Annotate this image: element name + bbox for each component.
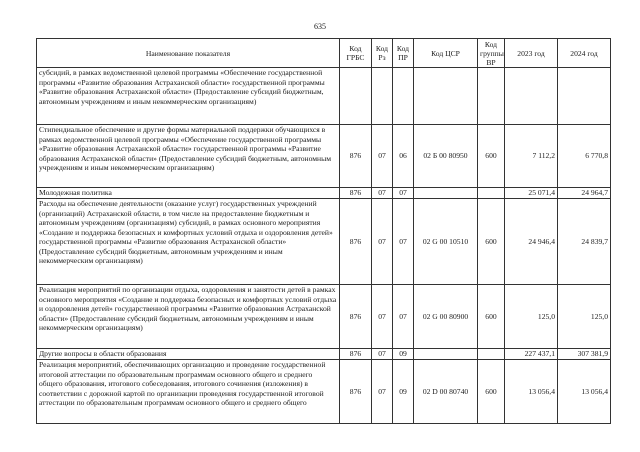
row-2024: 125,0: [558, 285, 611, 349]
row-vr: [478, 349, 505, 360]
table-row: [37, 125, 611, 188]
table-row: [37, 349, 611, 360]
row-rz: 07: [372, 360, 393, 424]
row-2023: 25 071,4: [505, 188, 558, 199]
row-rz: 07: [372, 199, 393, 285]
row-name: Молодежная политика: [37, 188, 340, 199]
row-pr: 07: [393, 285, 414, 349]
row-2023: [505, 68, 558, 125]
row-csr: 02 G 00 10510: [414, 199, 478, 285]
row-2023: 13 056,4: [505, 360, 558, 424]
row-pr: 07: [393, 199, 414, 285]
row-grbs: 876: [340, 360, 372, 424]
row-csr: [414, 68, 478, 125]
row-2023: 24 946,4: [505, 199, 558, 285]
row-csr: 02 G 00 80900: [414, 285, 478, 349]
row-name: Другие вопросы в области образования: [37, 349, 340, 360]
row-csr: [414, 188, 478, 199]
table-row: [37, 285, 611, 349]
row-2023: 7 112,2: [505, 125, 558, 188]
row-grbs: 876: [340, 285, 372, 349]
row-grbs: 876: [340, 199, 372, 285]
row-2024: [558, 68, 611, 125]
row-vr: 600: [478, 199, 505, 285]
table-row: [37, 360, 611, 424]
row-pr: 09: [393, 349, 414, 360]
row-rz: 07: [372, 349, 393, 360]
row-rz: 07: [372, 188, 393, 199]
row-rz: [372, 68, 393, 125]
row-pr: 07: [393, 188, 414, 199]
row-pr: [393, 68, 414, 125]
row-pr: 09: [393, 360, 414, 424]
row-grbs: 876: [340, 125, 372, 188]
header-2024: 2024 год: [558, 39, 611, 68]
row-vr: 600: [478, 125, 505, 188]
row-csr: 02 D 00 80740: [414, 360, 478, 424]
row-csr: [414, 349, 478, 360]
table-row: [37, 68, 611, 125]
budget-table: [36, 38, 611, 424]
row-name: Расходы на обеспечение деятельности (оказание услуг) государственных учреждений (организаций) Астраханской области, в том числе на предоставление бюджетным и автономным учреждениям (организациям) субсидий, в рамках основного мероприятия «Создание и поддержка безопасных и комфортных условий отдыха и оздоровления детей» государственной программы «Развитие образования Астраханской области» (Предоставление субсидий бюджетным, автономным учреждениям и иным некоммерческим организациям): [37, 199, 340, 285]
row-pr: 06: [393, 125, 414, 188]
page-number: 635: [314, 22, 326, 31]
row-grbs: 876: [340, 188, 372, 199]
header-rz: Код Рз: [372, 39, 393, 68]
header-pr: Код ПР: [393, 39, 414, 68]
row-name: субсидий, в рамках ведомственной целевой программы «Обеспечение государственной программы «Развитие образования Астраханской области» государственной программы «Развитие образования Астраханской области» (Предоставление субсидий бюджетным, автономным учреждениям и иным некоммерческим организациям): [37, 68, 340, 125]
row-grbs: [340, 68, 372, 125]
row-2024: 24 964,7: [558, 188, 611, 199]
row-2023: 125,0: [505, 285, 558, 349]
row-grbs: 876: [340, 349, 372, 360]
header-grbs: Код ГРБС: [340, 39, 372, 68]
row-2024: 6 770,8: [558, 125, 611, 188]
row-name: Стипендиальное обеспечение и другие формы материальной поддержки обучающихся в рамках ведомственной целевой программы «Обеспечение государственной программы «Развитие образования Астраханской области» государственной программы «Развитие образования Астраханской области» (Предоставление субсидий бюджетным, автономным учреждениям и иным некоммерческим организациям): [37, 125, 340, 188]
header-name: Наименование показателя: [37, 39, 340, 68]
header-vr: Код группы ВР: [478, 39, 505, 68]
row-2023: 227 437,1: [505, 349, 558, 360]
row-name: Реализация мероприятий, обеспечивающих организацию и проведение государственной итоговой аттестации по образовательным программам основного общего и среднего общего образования, итогового собеседования, итогового сочинения (изложения) в соответствии с дорожной картой по организации проведения государственной итоговой аттестации по образовательным программам основного общего и среднего общего: [37, 360, 340, 424]
row-csr: 02 Б 00 80950: [414, 125, 478, 188]
table-row: [37, 199, 611, 285]
row-rz: 07: [372, 125, 393, 188]
row-name: Реализация мероприятий по организации отдыха, оздоровления и занятости детей в рамках основного мероприятия «Создание и поддержка безопасных и комфортных условий отдыха и оздоровления детей» государственной программы «Развитие образования Астраханской области» (Предоставление субсидий бюджетным, автономным учреждениям и иным некоммерческим организациям): [37, 285, 340, 349]
row-vr: [478, 68, 505, 125]
row-2024: 307 381,9: [558, 349, 611, 360]
row-2024: 13 056,4: [558, 360, 611, 424]
header-row: [37, 39, 611, 68]
row-2024: 24 839,7: [558, 199, 611, 285]
header-csr: Код ЦСР: [414, 39, 478, 68]
row-vr: 600: [478, 285, 505, 349]
header-2023: 2023 год: [505, 39, 558, 68]
row-rz: 07: [372, 285, 393, 349]
row-vr: 600: [478, 360, 505, 424]
row-vr: [478, 188, 505, 199]
table-row: [37, 188, 611, 199]
